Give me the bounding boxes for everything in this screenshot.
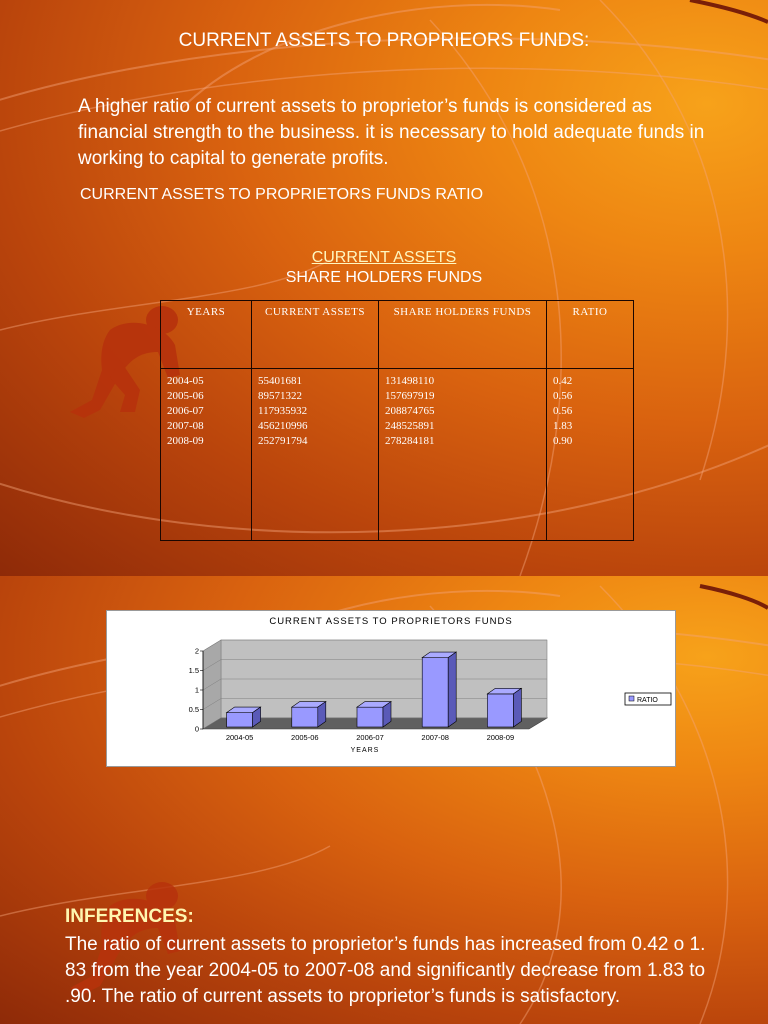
x-axis-label: YEARS [350,747,380,754]
ratio-chart [106,610,676,767]
ratio-subtitle: CURRENT ASSETS TO PROPRIETORS FUNDS RATIO [80,186,484,203]
legend [625,693,671,705]
header-ratio: RATIO [547,301,634,369]
funds-cell: 208874765 [385,405,435,417]
years-column [161,369,252,541]
y-tick-label: 0 [194,724,199,734]
year-cell: 2006-07 [167,405,204,417]
ratio-cell: 0.56 [553,405,573,417]
fraction-denominator: SHARE HOLDERS FUNDS [285,269,483,286]
x-tick-label: 2006-07 [356,733,384,742]
header-share-holders-funds: SHARE HOLDERS FUNDS [379,301,547,369]
ratio-table [160,300,634,541]
bar-front [292,707,318,727]
funds-cell: 278284181 [385,435,435,447]
header-current-assets: CURRENT ASSETS [252,301,379,369]
current-assets-cell: 252791794 [258,435,308,447]
bar [227,707,261,727]
slide-title: CURRENT ASSETS TO PROPRIEORS FUNDS: [178,30,590,51]
y-tick-label: 1 [194,685,199,695]
current-assets-cell: 117935932 [258,405,308,417]
funds-cell: 248525891 [385,420,435,432]
y-tick-label: 0.5 [188,705,199,714]
current-assets-cell: 456210996 [258,420,308,432]
x-tick-label: 2004-05 [225,733,254,742]
ratio-cell: 1.83 [553,420,573,432]
x-tick-label: 2005-06 [291,733,319,742]
bar [357,702,391,727]
year-cell: 2007-08 [167,420,204,432]
x-axis-ticks [226,733,514,742]
year-cell: 2005-06 [167,390,204,402]
bar-front [487,694,513,727]
current-assets-cell: 55401681 [258,375,302,387]
legend-label: RATIO [637,697,658,704]
chart-svg [107,611,675,766]
y-tick-label: 2 [194,646,199,656]
bar [487,688,521,727]
x-tick-label: 2007-08 [421,733,449,742]
funds-cell: 131498110 [385,375,435,387]
ratio-column [547,369,634,541]
legend-swatch [629,696,634,701]
year-cell: 2008-09 [167,435,204,447]
bar-front [357,707,383,727]
ratio-cell: 0.56 [553,390,573,402]
ratio-cell: 0.42 [553,375,573,387]
ratio-cell: 0.90 [553,435,573,447]
funds-cell: 157697919 [385,390,435,402]
year-cell: 2004-05 [167,375,204,387]
bar-side [448,652,456,727]
current-assets-cell: 89571322 [258,390,302,402]
inferences-heading: INFERENCES: [65,906,194,927]
bar-front [422,658,448,727]
header-years: YEARS [161,301,252,369]
y-tick-label: 1.5 [188,666,199,675]
inferences-paragraph: The ratio of current assets to proprietor’s funds has increased from 0.42 o 1. 83 from the year 2004-05 to 2007-08 and significantly decrease from 1.83 to .90. The ratio of current assets to proprietor’s funds is satisfactory. [65,934,706,1007]
x-tick-label: 2008-09 [486,733,515,742]
y-axis-ticks [189,647,203,734]
intro-paragraph: A higher ratio of current assets to proprietor’s funds is considered as financial strength to the business. it is necessary to hold adequate funds in working to capital to generate profits. [78,96,705,169]
table-header-row [161,301,634,369]
current-assets-column [252,369,379,541]
table-body-row [161,369,634,541]
bar [422,652,456,727]
bar-front [227,713,253,727]
bar [292,702,326,727]
bar-side [513,688,521,727]
fraction-numerator: CURRENT ASSETS [311,249,457,266]
chart-title: CURRENT ASSETS TO PROPRIETORS FUNDS [269,616,513,627]
share-holders-funds-column [379,369,547,541]
